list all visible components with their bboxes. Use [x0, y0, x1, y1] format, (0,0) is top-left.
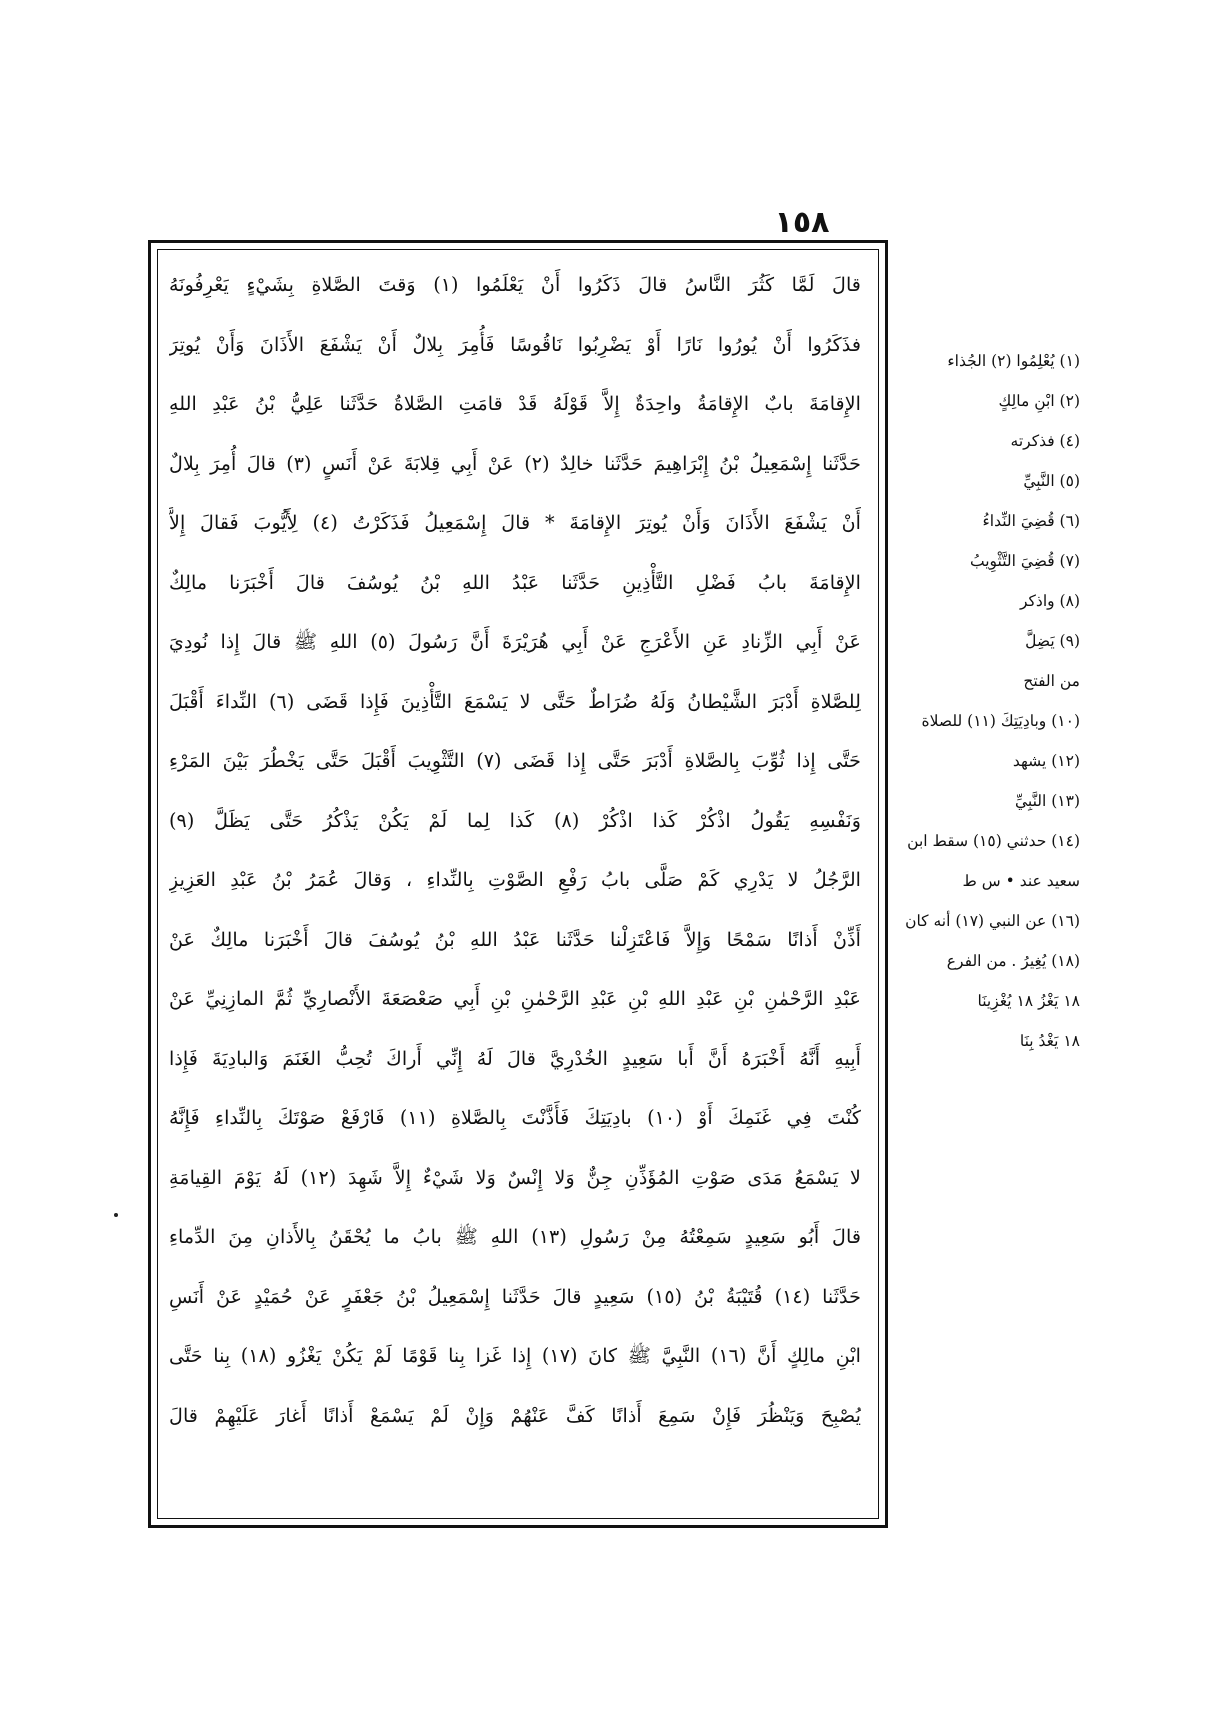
text-line: يُصْبِحَ وَيَنْظُرَ فَإِنْ سَمِعَ أَذانًا كَفَّ عَنْهُمْ وَإِنْ لَمْ يَسْمَعْ أَذانًا أَغارَ عَلَيْهِمْ قالَ	[169, 1403, 861, 1427]
text-line: أَذِّنْ أَذانًا سَمْحًا وَإِلاَّ فَاعْتَزِلْنا حَدَّثَنا عَبْدُ اللهِ بْنُ يُوسُفَ قالَ أَخْبَرَنا مالِكٌ عَنْ	[169, 927, 861, 951]
text-line: كُنْتَ فِي غَنَمِكَ أَوْ (١٠) بادِيَتِكَ فَأَذَّنْتَ بِالصَّلاةِ (١١) فَارْفَعْ صَوْتَكَ بِالنِّداءِ فَإِنَّهُ	[169, 1106, 861, 1129]
text-line: حَدَّثَنا (١٤) قُتَيْبَةُ بْنُ (١٥) سَعِيدٍ قالَ حَدَّثَنا إِسْمَعِيلُ بْنُ جَعْفَرٍ عَنْ حُمَيْدٍ عَنْ أَنَسِ	[169, 1284, 861, 1308]
margin-note: (١٨) يُغِيرُ . من الفرع	[946, 952, 1080, 970]
text-line: الإِقامَةَ بابُ فَضْلِ التَّأْذِينِ حَدَّثَنا عَبْدُ اللهِ بْنُ يُوسُفَ قالَ أَخْبَرَنا مالِكٌ	[169, 570, 861, 594]
text-line: ابْنِ مالِكٍ أَنَّ (١٦) النَّبِيَّ ﷺ كانَ (١٧) إِذا غَزا بِنا قَوْمًا لَمْ يَكُنْ يَغْزُو (١٨) بِنا حَتَّى	[169, 1344, 861, 1367]
margin-note: (٤) فذكرته	[1010, 432, 1080, 450]
margin-note: (٨) واذكر	[1020, 592, 1080, 610]
page-number: ١٥٨	[774, 205, 830, 240]
text-line: قالَ لَمَّا كَثُرَ النَّاسُ قالَ ذَكَرُوا أَنْ يَعْلَمُوا (١) وَقتَ الصَّلاةِ بِشَيْءٍ يَعْرِفُونَهُ	[169, 273, 861, 296]
text-line: الرَّجُلُ لا يَدْرِي كَمْ صَلَّى بابُ رَفْعِ الصَّوْتِ بِالنِّداءِ ، وَقالَ عُمَرُ بْنُ عَبْدِ العَزِيزِ	[169, 868, 861, 891]
margin-notes	[890, 340, 1080, 1060]
margin-note: (١) يُعْلِمُوا (٢) الجُذاء	[947, 352, 1080, 370]
margin-note: (٥) النَّبِيِّ	[1023, 472, 1080, 490]
margin-note: ١٨ يَغْدُ بِنَا	[1019, 1032, 1080, 1050]
ink-dot	[114, 1213, 118, 1217]
margin-note: (٩) يَضِلَّ	[1025, 632, 1080, 650]
main-text	[169, 255, 861, 1445]
text-line: لا يَسْمَعُ مَدَى صَوْتِ المُؤَذِّنِ جِنٌّ وَلا إِنْسٌ وَلا شَيْءٌ إِلاَّ شَهِدَ (١٢) لَهُ يَوْمَ القِيامَةِ	[169, 1165, 861, 1189]
margin-note: من الفتح	[1023, 672, 1080, 690]
margin-note: (٦) قُضِيَ النِّداءُ	[982, 512, 1080, 530]
text-line: أَنْ يَشْفَعَ الأَذَانَ وَأَنْ يُوتِرَ الإِقامَةَ * قالَ إِسْمَعِيلُ فَذَكَرْتُ (٤) لِأَيُّوبَ فَقالَ إِلاَّ	[169, 511, 861, 534]
text-line: قالَ أَبُو سَعِيدٍ سَمِعْتُهُ مِنْ رَسُولِ (١٣) اللهِ ﷺ بابُ ما يُحْقَنُ بِالأَذانِ مِنَ الدِّماءِ	[169, 1225, 861, 1248]
text-line: عَنْ أَبِي الزِّنادِ عَنِ الأَعْرَجِ عَنْ أَبِي هُرَيْرَةَ أَنَّ رَسُولَ (٥) اللهِ ﷺ قالَ إِذا نُودِيَ	[169, 630, 861, 653]
margin-note: ١٨ يَغْزُ ١٨ يُغْزِينَا	[977, 992, 1080, 1010]
text-line: أَبِيهِ أَنَّهُ أَخْبَرَهُ أَنَّ أَبا سَعِيدٍ الخُدْرِيَّ قالَ لَهُ إِنِّي أَراكَ تُحِبُّ الغَنَمَ وَالبادِيَةَ فَإِذا	[169, 1046, 861, 1070]
margin-note: (١٤) حدثني (١٥) سقط ابن	[907, 832, 1080, 850]
text-line: الإِقامَةَ بابٌ الإِقامَةُ واحِدَةٌ إِلاَّ قَوْلَهُ قَدْ قامَتِ الصَّلاةُ حَدَّثَنا عَلِيُّ بْنُ عَبْدِ اللهِ	[169, 392, 861, 415]
text-line: حَدَّثَنا إِسْمَعِيلُ بْنُ إِبْرَاهِيمَ حَدَّثَنا خالِدٌ (٢) عَنْ أَبِي قِلابَةَ عَنْ أَنَسٍ (٣) قالَ أُمِرَ بِلالٌ	[169, 451, 861, 475]
text-line: عَبْدِ الرَّحْمٰنِ بْنِ عَبْدِ اللهِ بْنِ عَبْدِ الرَّحْمٰنِ بْنِ أَبِي صَعْصَعَةَ الأَنْصارِيِّ ثُمَّ المازِنِيِّ عَنْ	[169, 987, 861, 1010]
text-line: فذَكَرُوا أَنْ يُورُوا نَارًا أَوْ يَضْرِبُوا نَاقُوسًا فَأُمِرَ بِلالٌ أَنْ يَشْفَعَ الأَذَانَ وَأَنْ يُوتِرَ	[169, 332, 861, 356]
margin-note: سعيد عند • س ط	[962, 872, 1080, 890]
margin-note: (١٣) النَّبِيِّ	[1015, 792, 1080, 810]
margin-note: (١٢) يشهد	[1012, 752, 1080, 770]
margin-note: (١٦) عن النبي (١٧) أنه كان	[905, 912, 1080, 930]
text-line: حَتَّى إِذا ثُوِّبَ بِالصَّلاةِ أَدْبَرَ حَتَّى إِذا قَضَى (٧) التَّثْوِيبَ أَقْبَلَ حَتَّى يَخْطُرَ بَيْنَ المَرْءِ	[169, 749, 861, 772]
margin-note: (٧) قُضِيَ التَّثْوِيبُ	[970, 552, 1080, 570]
text-frame	[148, 240, 888, 1528]
margin-note: (٢) ابْنِ مالِكٍ	[998, 392, 1080, 410]
text-line: لِلصَّلاةِ أَدْبَرَ الشَّيْطانُ وَلَهُ ضُرَاطٌ حَتَّى لا يَسْمَعَ التَّأْذِينَ فَإِذا قَضَى (٦) النِّداءَ أَقْبَلَ	[169, 689, 861, 713]
margin-note: (١٠) وبادِيَتِكَ (١١) للصلاة	[921, 712, 1080, 730]
text-line: وَنَفْسِهِ يَقُولُ اذْكُرْ كَذا اذْكُرْ (٨) كَذا لِما لَمْ يَكُنْ يَذْكُرُ حَتَّى يَظَلَّ (٩)	[169, 808, 861, 832]
